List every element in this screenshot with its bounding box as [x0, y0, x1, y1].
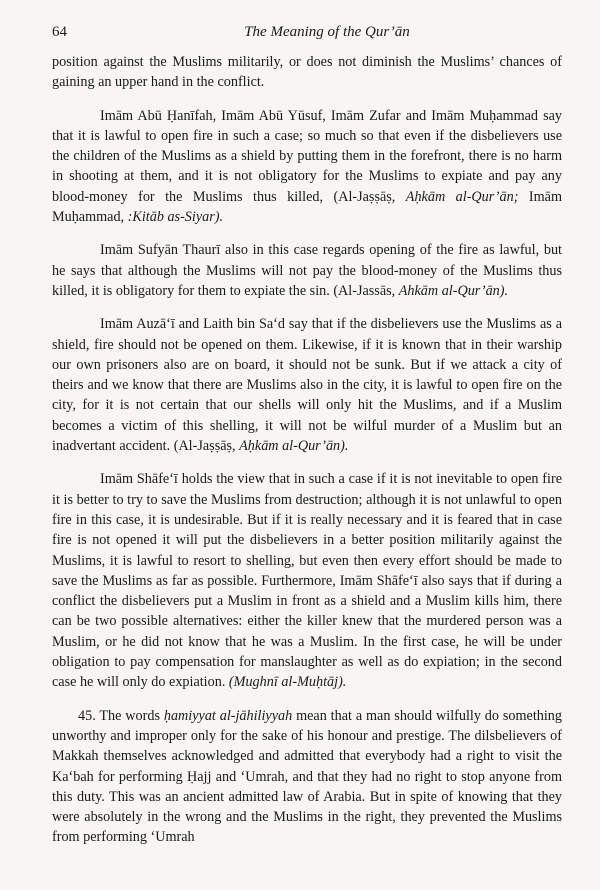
running-title: The Meaning of the Qur’ān	[244, 24, 410, 40]
page-header	[52, 18, 562, 52]
body-paragraph	[52, 314, 562, 456]
text-run: Imām Shāfe‘ī holds the view that in such a case if it is not inevitable to open fire it is better to try to save the Muslims from destruction; although it is not unlawful to open fire in this case, it is undesirable. But if it is really necessary and it is feared that in case fire is not opened it will put the disbelievers in a better position militarily against the Muslims, it is lawful to resort to shelling, but even then every effort should be made to save the Muslims as far as possible. Furthermore, Imām Shāfe‘ī also says that if during a conflict the disbelievers put a Muslim in front as a shield and a Muslim kills him, there can be two possible alternatives: either the killer knew that the murdered person was a Muslim, or he did not know that he was a Muslim. In the first case, he will be under obligation to pay compensation for manslaughter as well as do expiation; in the second case he will only do expiation.	[52, 471, 562, 691]
italic-run: ḥamiyyat al-jāhiliyyah	[163, 707, 293, 724]
body-paragraph	[52, 52, 562, 93]
text-run: mean that a man should wilfully do something unworthy and improper only for the sake of his honour and prestige. The dilsbelievers of Makkah themselves acknowledged and admitted that everybody had a right to visit the Ka‘bah for performing Ḥajj and ‘Umrah, and that they had no right to stop anyone from this duty. This was an ancient admitted law of Arabia. But in spite of knowing that they were absolutely in the wrong and the Muslims in the right, they prevented the Muslims from performing ‘Umrah	[52, 707, 562, 846]
body-paragraph	[52, 106, 562, 228]
text-run: Imām Abū Ḥanīfah, Imām Abū Yūsuf, Imām Zufar and Imām Muḥammad say that it is lawful to open fire in such a case; so much so that even if the disbelievers use the children of the Muslims as a shield by putting them in the forefront, there is no harm in shooting at them, and it is not obligatory for the Muslims to expiate and pay any blood-money for the Muslims thus killed, (Al-Jaṣṣāṣ,	[52, 107, 562, 205]
page-number: 64	[52, 24, 67, 40]
italic-run: Aḥkām al-Qur’ān;	[405, 188, 519, 205]
text-run: position against the Muslims militarily, or does not diminish the Muslims’ chances of gaining an upper hand in the conflict.	[52, 54, 562, 91]
note-paragraph	[52, 706, 562, 848]
page-body	[52, 52, 562, 848]
text-run: Imām Sufyān Thaurī also in this case regards opening of the fire as lawful, but he says that although the Muslims will not pay the blood-money of the Muslims thus killed, it is obligatory for them to expiate the sin. (Al-Jassās,	[52, 242, 562, 299]
body-paragraph	[52, 240, 562, 301]
text-run: Imām Auzā‘ī and Laith bin Sa‘d say that if the disbelievers use the Muslims as a shield, fire should not be opened on them. Likewise, if it is known that in their warship our own prisoners also are on board, it should not be sunk. But if we attack a city of theirs and we know that there are Muslims also in the city, it is lawful to open fire on the city, for it is not certain that our shells will only hit the Muslims, and if a Muslim becomes a victim of this shelling, it will not be wilful murder of a Muslim but an inadvertant accident. (Al-Jaṣṣāṣ,	[52, 316, 562, 455]
text-run: 45. The words	[78, 707, 164, 724]
italic-run: :Kitāb as-Siyar).	[127, 209, 224, 226]
text-run: Imām Muḥammad,	[52, 188, 563, 226]
body-paragraph	[52, 469, 562, 692]
italic-run: (Mughnī al-Muḥtāj).	[228, 674, 347, 691]
italic-run: Ahkām al-Qur’ān).	[398, 282, 509, 299]
italic-run: Aḥkām al-Qur’ān).	[239, 438, 349, 455]
